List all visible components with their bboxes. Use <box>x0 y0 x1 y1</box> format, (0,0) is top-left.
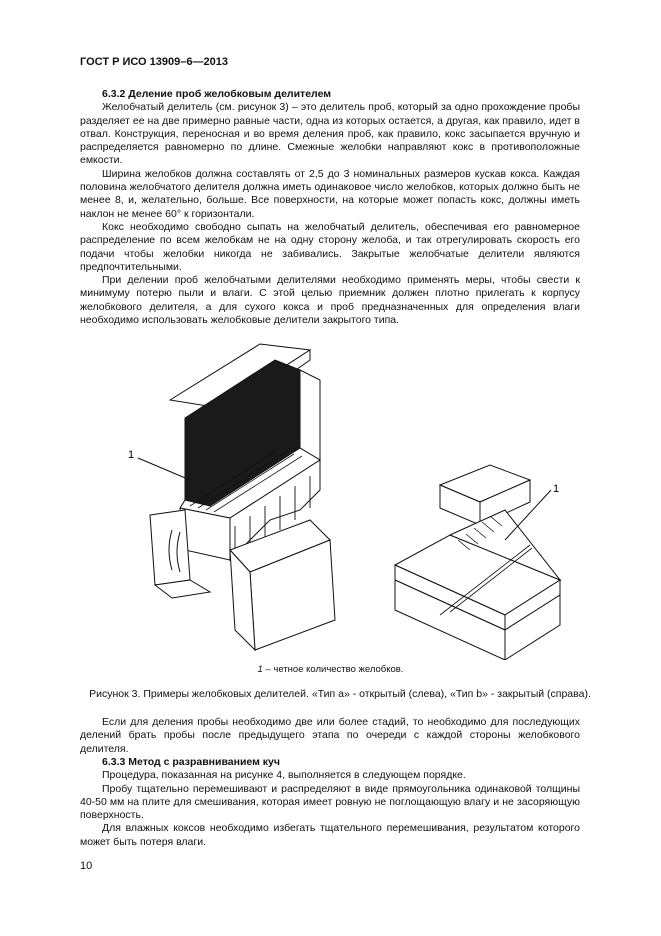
section-6-3-3 <box>80 756 580 849</box>
note-text: – четное количество желобков. <box>262 664 404 675</box>
after-figure-text <box>80 716 580 756</box>
figure-label-1-right: 1 <box>553 483 560 495</box>
section-title: 6.3.2 Деление проб желобковым делителем <box>102 88 332 100</box>
figure-caption: Рисунок 3. Примеры желобковых делителей. «Тип а» - открытый (слева), «Тип b» - закрытый (справа). <box>89 688 591 700</box>
section-title: 6.3.3 Метод с разравниванием куч <box>102 756 280 768</box>
paragraph: Если для деления пробы необходимо две или более стадий, то необходимо для последующих делений брать пробы после предыдущего этапа по очереди с каждой стороны желобкового делителя. <box>80 716 580 755</box>
figure-label-1-left: 1 <box>128 449 135 461</box>
paragraph: Ширина желобков должна составлять от 2,5 до 3 номинальных размеров кускав кокса. Каждая половина желобчатого делителя должна иметь одинаковое число желобков, которых должно быть не менее 8, и, желательно, больше. Все поверхности, на которые может попасть кокс, должны иметь наклон не менее 60° к горизонтали. <box>80 167 580 220</box>
paragraph: При делении проб желобчатыми делителями необходимо применять меры, чтобы свести к минимуму потерю пыли и влаги. С этой целью приемник должен плотно прилегать к корпусу желобкового делителя, а для сухого кокса и проб предназначенных для определения влаги необходимо использовать желобковые делители закрытого типа. <box>80 274 580 327</box>
paragraph: Кокс необходимо свободно сыпать на желобчатый делитель, обеспечивая его равномерное распределение по всем желобкам не на одну сторону желоба, и так отрегулировать скорость его подачи чтобы желобки никогда не забивались. Закрытые желобчатые делители являются предпочтительными. <box>80 220 580 273</box>
figure-3-riffle-dividers <box>110 330 580 660</box>
paragraph: Для влажных коксов необходимо избегать тщательного перемешивания, результатом которого может быть потеря влаги. <box>80 822 580 848</box>
page-number: 10 <box>80 860 93 872</box>
section-6-3-2 <box>80 88 580 327</box>
document-header: ГОСТ Р ИСО 13909–6—2013 <box>80 56 228 68</box>
paragraph: Желобчатый делитель (см. рисунок 3) – это делитель проб, который за одно прохождение пробы разделяет ее на две примерно равные части, одна из которых остается, а другая, как правило, идет в отвал. Конструкция, переносная и во время деления проб, как правило, кокс засыпается вручную и распределяется равномерно по длине. Смежные желобки направляют кокс в противоположные емкости. <box>80 101 580 167</box>
riffle-divider-drawing <box>110 330 580 660</box>
note-number: 1 <box>257 664 263 675</box>
paragraph: Пробу тщательно перемешивают и распределяют в виде прямоугольника одинаковой толщины 40-50 мм на плите для смешивания, которая имеет ровную не поглощающую влагу и не засоряющую поверхность. <box>80 782 580 822</box>
paragraph: Процедура, показанная на рисунке 4, выполняется в следующем порядке. <box>102 769 466 782</box>
figure-note <box>0 664 661 675</box>
